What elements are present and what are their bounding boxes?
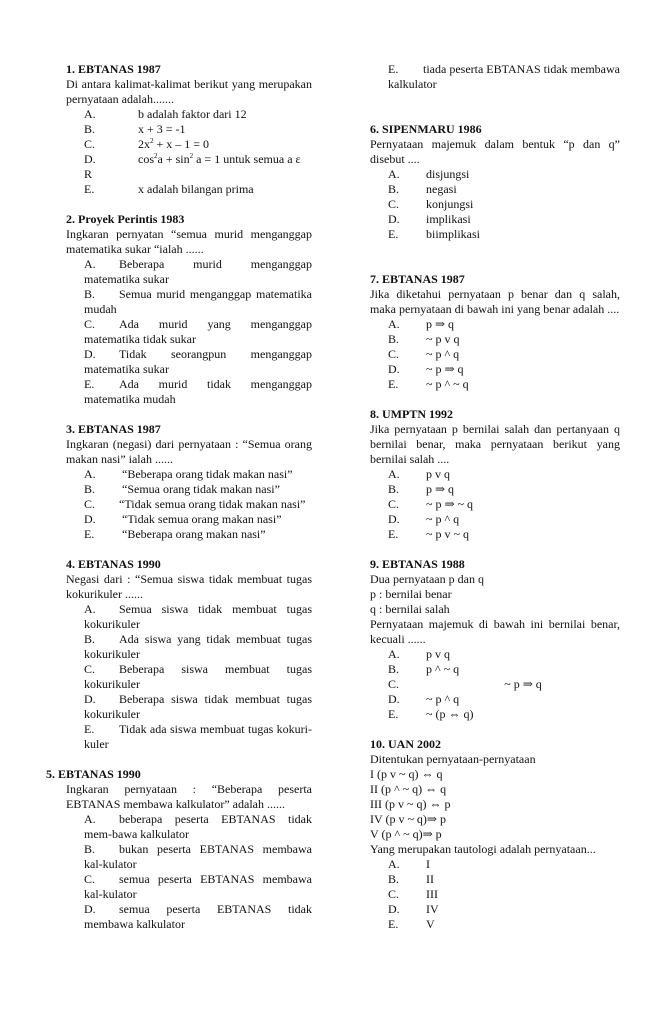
option-c: C. $2x^2 + x - 1 = 0$	[84, 137, 210, 151]
question-header: 7. EBTANAS 1987	[370, 272, 465, 286]
question-header: 4. EBTANAS 1990	[66, 557, 161, 571]
option-b: B. bukan peserta EBTANAS membawa kal-kulator	[84, 842, 312, 871]
option-a: A. p v q	[388, 647, 450, 661]
option-e: E. ~ p ^ ~ q	[388, 377, 469, 391]
question-header: 9. EBTANAS 1988	[370, 557, 465, 571]
option-d: D. Tidak seorangpun menganggap matematika sukar	[84, 347, 312, 376]
option-e: E. ~ p v ~ q	[388, 527, 469, 541]
option-d: D. “Tidak semua orang makan nasi”	[84, 512, 282, 526]
right-column	[370, 62, 620, 947]
option-c: C. ~ p ^ q	[388, 347, 460, 361]
option-a: A. p v q	[388, 467, 450, 481]
option-b: B. negasi	[388, 182, 457, 196]
statement-line: I (p v ~ q) ⇔ q	[370, 767, 443, 781]
option-e: E. x adalah bilangan prima	[84, 182, 254, 196]
question-1	[66, 62, 312, 197]
question-5	[46, 767, 312, 932]
question-stem: Ingkaran pernyataan : “Beberapa peserta EBTANAS membawa kalkulator” adalah ......	[66, 782, 312, 811]
option-d: D. $\cos^2a + \sin^2 a = 1$ untuk semua a ε	[84, 152, 301, 166]
option-d: D. ~ p ⇒ q	[388, 362, 464, 376]
option-d: D. Beberapa siswa tidak membuat tugas kokurikuler	[84, 692, 312, 721]
option-b: B. Semua murid menganggap matematika mudah	[84, 287, 312, 316]
question-header: 3. EBTANAS 1987	[66, 422, 161, 436]
option-a: A. “Beberapa orang tidak makan nasi”	[84, 467, 293, 481]
option-b: B. Ada siswa yang tidak membuat tugas kokurikuler	[84, 632, 312, 661]
question-stem: Negasi dari : “Semua siswa tidak membuat tugas kokurikuler ......	[66, 572, 312, 601]
option-b: B. ~ p v q	[388, 332, 460, 346]
option-e: E. Tidak ada siswa membuat tugas kokuri-kuler	[84, 722, 312, 751]
option-a: A. b adalah faktor dari 12	[84, 107, 247, 121]
option-d: D. ~ p ^ q	[388, 512, 460, 526]
option-e: E. “Beberapa orang makan nasi”	[84, 527, 266, 541]
question-stem: Jika pernyataan p bernilai salah dan pertanyaan q bernilai benar, maka pernyataan berikut yang bernilai salah ....	[370, 422, 620, 466]
option-d: D. semua peserta EBTANAS tidak membawa kalkulator	[84, 902, 312, 931]
option-a: A. p ⇒ q	[388, 317, 455, 331]
left-column	[46, 62, 312, 947]
question-2	[66, 212, 312, 407]
option-e: E. Ada murid tidak menganggap matematika mudah	[84, 377, 312, 406]
info-line: q : bernilai salah	[370, 602, 450, 616]
question-6	[370, 122, 620, 242]
question-3	[66, 422, 312, 542]
question-header: 5. EBTANAS 1990	[46, 767, 141, 781]
option-c: C. “Tidak semua orang tidak makan nasi”	[84, 497, 306, 511]
question-5-continued	[370, 62, 620, 92]
question-header: 10. UAN 2002	[370, 737, 441, 751]
option-c: C. ~ p ⇒ ~ q	[388, 497, 474, 511]
option-c: C. Ada murid yang menganggap matematika tidak sukar	[84, 317, 312, 346]
question-7	[370, 272, 620, 392]
question-header: 1. EBTANAS 1987	[66, 62, 161, 76]
question-stem: Pernyataan majemuk dalam bentuk “p dan q” disebut ....	[370, 137, 620, 166]
option-b: B. “Semua orang tidak makan nasi”	[84, 482, 280, 496]
question-10	[370, 737, 620, 932]
option-a: A. I	[388, 857, 430, 871]
question-header: 6. SIPENMARU 1986	[370, 122, 482, 136]
option-d-continued: R	[84, 167, 93, 181]
statement-line: III (p v ~ q) ⇔ p	[370, 797, 451, 811]
option-c: C. III	[388, 887, 438, 901]
question-4	[66, 557, 312, 752]
statement-line: IV (p v ~ q)⇒ p	[370, 812, 446, 826]
option-b: B. p ⇒ q	[388, 482, 455, 496]
option-d: D. implikasi	[388, 212, 471, 226]
option-a: A. Semua siswa tidak membuat tugas kokurikuler	[84, 602, 312, 631]
option-b: B. II	[388, 872, 434, 886]
question-header: 8. UMPTN 1992	[370, 407, 453, 421]
info-line: Ditentukan pernyataan-pernyataan	[370, 752, 536, 766]
option-c: C. konjungsi	[388, 197, 474, 211]
option-e: E. tiada peserta EBTANAS tidak membawa kalkulator	[388, 62, 620, 91]
option-e: E. biimplikasi	[388, 227, 480, 241]
option-a: A. disjungsi	[388, 167, 470, 181]
option-a: A. Beberapa murid menganggap matematika sukar	[84, 257, 312, 286]
question-stem: Di antara kalimat-kalimat berikut yang merupakan pernyataan adalah.......	[66, 77, 312, 106]
question-8	[370, 407, 620, 542]
option-b: B. p ^ ~ q	[388, 662, 460, 676]
option-d: D. IV	[388, 902, 439, 916]
option-a: A. beberapa peserta EBTANAS tidak mem-bawa kalkulator	[84, 812, 312, 841]
question-stem: Pernyataan majemuk di bawah ini bernilai benar, kecuali ......	[370, 617, 620, 646]
question-9	[370, 557, 620, 722]
info-line: p : bernilai benar	[370, 587, 452, 601]
option-e: E. ~ (p ⇔ q)	[388, 707, 474, 721]
option-c: C. ~ p ⇒ q	[388, 677, 542, 691]
question-stem: Yang merupakan tautologi adalah pernyataan...	[370, 842, 596, 856]
statement-line: V (p ^ ~ q)⇒ p	[370, 827, 442, 841]
question-header: 2. Proyek Perintis 1983	[66, 212, 185, 226]
statement-line: II (p ^ ~ q) ⇔ q	[370, 782, 447, 796]
question-stem: Ingkaran pernyatan “semua murid menganggap matematika sukar “ialah ......	[66, 227, 312, 256]
option-c: C. semua peserta EBTANAS membawa kal-kulator	[84, 872, 312, 901]
question-stem: Jika diketahui pernyataan p benar dan q salah, maka pernyataan di bawah ini yang benar adalah ....	[370, 287, 620, 316]
option-b: B. x + 3 = -1	[84, 122, 186, 136]
option-c: C. Beberapa siswa membuat tugas kokurikuler	[84, 662, 312, 691]
option-e: E. V	[388, 917, 435, 931]
info-line: Dua pernyataan p dan q	[370, 572, 484, 586]
question-stem: Ingkaran (negasi) dari pernyataan : “Semua orang makan nasi” ialah ......	[66, 437, 312, 466]
option-d: D. ~ p ^ q	[388, 692, 460, 706]
